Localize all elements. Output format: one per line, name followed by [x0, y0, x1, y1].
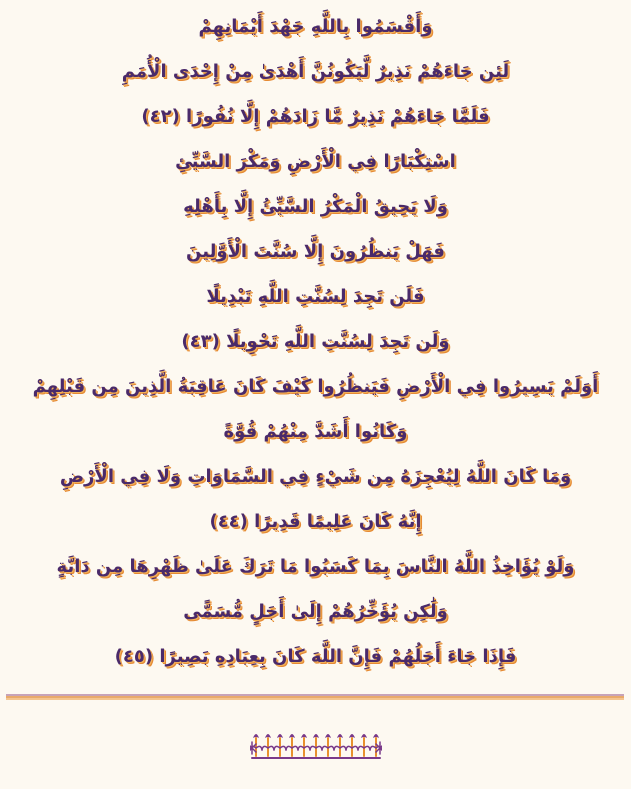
verse-line-7: فَلَن تَجِدَ لِسُنَّتِ اللَّهِ تَبْدِيلًا: [206, 286, 425, 307]
verse-line-4: اسْتِكْبَارًا فِي الْأَرْضِ وَمَكْرَ السَّيِّئِ: [175, 151, 456, 172]
verse-line-8: وَلَن تَجِدَ لِسُنَّتِ اللَّهِ تَحْوِيلًا (٤٣): [181, 331, 450, 352]
verse-line-2: لَئِن جَاءَهُمْ نَذِيرٌ لَّيَكُونُنَّ أَهْدَىٰ مِنْ إِحْدَى الْأُمَمِ: [121, 61, 510, 82]
decorative-tulip-border-icon: [250, 728, 382, 764]
verse-line-14: وَلَٰكِن يُؤَخِّرُهُمْ إِلَىٰ أَجَلٍ مُّسَمًّى: [183, 601, 448, 622]
verse-line-15: فَإِذَا جَاءَ أَجَلُهُمْ فَإِنَّ اللَّهَ كَانَ بِعِبَادِهِ بَصِيرًا (٤٥): [114, 646, 517, 667]
verse-line-9: أَوَلَمْ يَسِيرُوا فِي الْأَرْضِ فَيَنظُرُوا كَيْفَ كَانَ عَاقِبَةُ الَّذِينَ مِن قَبْلِهِمْ: [32, 376, 599, 397]
verse-line-10: وَكَانُوا أَشَدَّ مِنْهُمْ قُوَّةً: [223, 421, 408, 442]
page-divider: [6, 694, 624, 700]
verse-line-5: وَلَا يَحِيقُ الْمَكْرُ السَّيِّئُ إِلَّا بِأَهْلِهِ: [183, 196, 448, 217]
verse-line-1: وَأَقْسَمُوا بِاللَّهِ جَهْدَ أَيْمَانِهِمْ: [198, 16, 433, 37]
verse-line-11: وَمَا كَانَ اللَّهُ لِيُعْجِزَهُ مِن شَيْءٍ فِي السَّمَاوَاتِ وَلَا فِي الْأَرْضِ: [59, 466, 572, 487]
verse-line-6: فَهَلْ يَنظُرُونَ إِلَّا سُنَّتَ الْأَوَّلِينَ: [186, 241, 445, 262]
ornament-border: [0, 728, 631, 768]
verse-line-3: فَلَمَّا جَاءَهُمْ نَذِيرٌ مَّا زَادَهُمْ إِلَّا نُفُورًا (٤٢): [141, 106, 490, 127]
verse-line-12: إِنَّهُ كَانَ عَلِيمًا قَدِيرًا (٤٤): [209, 511, 422, 532]
verse-line-13: وَلَوْ يُؤَاخِذُ اللَّهُ النَّاسَ بِمَا كَسَبُوا مَا تَرَكَ عَلَىٰ ظَهْرِهَا مِن دَابَّةٍ: [56, 556, 575, 577]
